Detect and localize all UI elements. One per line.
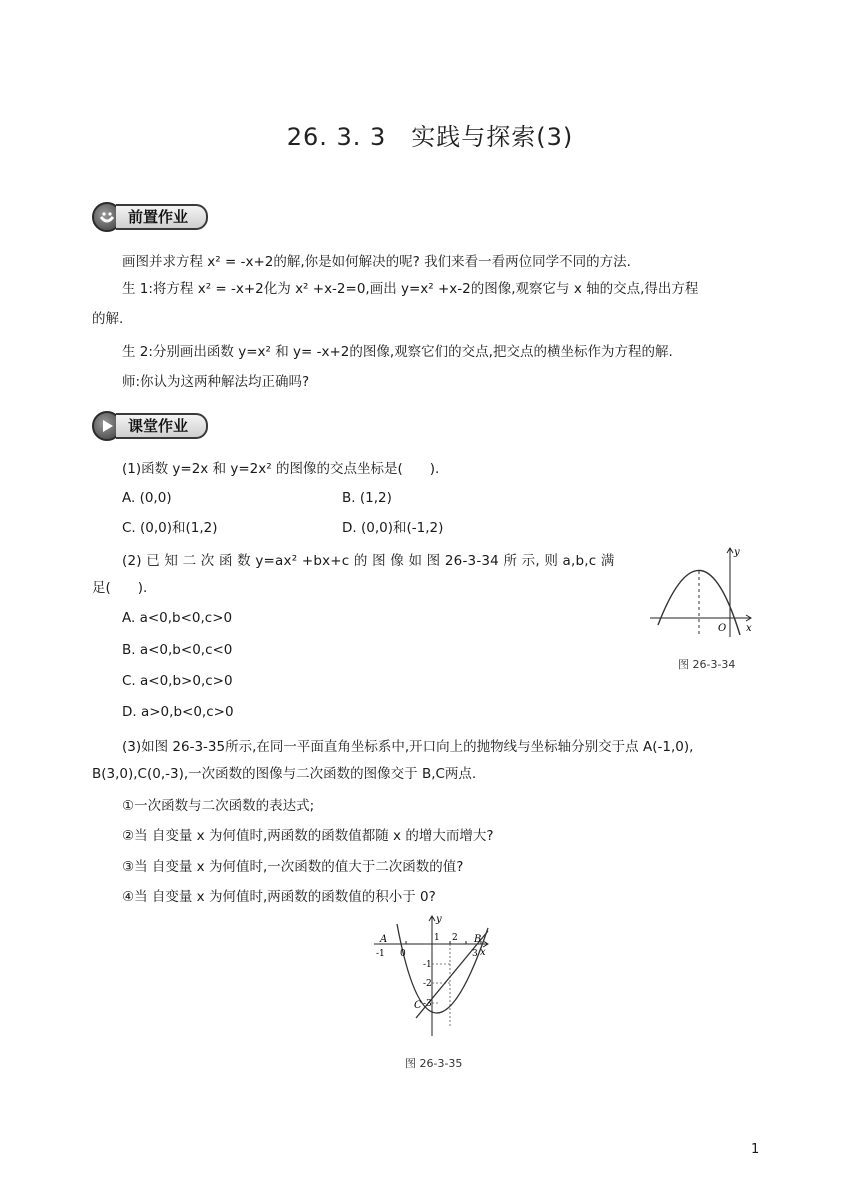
figure-26-3-35	[368, 912, 492, 1040]
figure-26-3-34	[650, 543, 758, 638]
point-label-c: C	[414, 1000, 422, 1011]
option: C. (0,0)和(1,2)	[122, 520, 218, 536]
tick-label: 2	[452, 933, 458, 943]
point-label-a: A	[380, 934, 388, 945]
figure-caption: 图 26-3-35	[405, 1057, 463, 1070]
question-stem: (3)如图 26-3-35所示,在同一平面直角坐标系中,开口向上的抛物线与坐标轴分别交于点 A(-1,0),	[122, 739, 694, 755]
option: B. a<0,b<0,c<0	[122, 642, 233, 658]
tick-label: -3	[423, 999, 432, 1009]
tick-label: -2	[423, 979, 432, 989]
sub-question: ③当 自变量 x 为何值时,一次函数的值大于二次函数的值?	[122, 859, 464, 875]
question-stem: 足( ).	[92, 580, 148, 596]
axis-label-x: x	[746, 623, 752, 634]
paragraph: 生 2:分别画出函数 y=x² 和 y= -x+2的图像,观察它们的交点,把交点的横坐标作为方程的解.	[122, 344, 673, 360]
axis-label-x: x	[480, 947, 486, 958]
sub-question: ④当 自变量 x 为何值时,两函数的函数值的积小于 0?	[122, 889, 436, 905]
axis-label-y: y	[436, 914, 442, 925]
sub-question: ①一次函数与二次函数的表达式;	[122, 798, 315, 814]
page-number: 1	[751, 1142, 760, 1157]
tick-label: 3	[472, 949, 478, 959]
paragraph: 生 1:将方程 x² = -x+2化为 x² +x-2=0,画出 y=x² +x-2的图像,观察它与 x 轴的交点,得出方程	[122, 281, 699, 297]
question-stem: (1)函数 y=2x 和 y=2x² 的图像的交点坐标是( ).	[122, 461, 440, 477]
tick-label: -1	[376, 949, 385, 959]
option: D. (0,0)和(-1,2)	[342, 520, 444, 536]
option: A. (0,0)	[122, 490, 172, 506]
section-label: 课堂作业	[116, 413, 208, 439]
section-banner-classwork	[92, 411, 208, 441]
figure-caption: 图 26-3-34	[678, 658, 736, 671]
paragraph: 画图并求方程 x² = -x+2的解,你是如何解决的呢? 我们来看一看两位同学不同的方法.	[122, 254, 631, 270]
option: C. a<0,b>0,c>0	[122, 673, 233, 689]
section-banner-preview	[92, 202, 208, 232]
tick-label: 0	[400, 949, 406, 959]
paragraph: 师:你认为这两种解法均正确吗?	[122, 374, 310, 390]
point-label-b: B	[474, 934, 482, 945]
axis-label-y: y	[734, 547, 740, 558]
tick-label: -1	[423, 960, 432, 970]
question-stem: (2) 已 知 二 次 函 数 y=ax² +bx+c 的 图 像 如 图 26-3-34 所 示, 则 a,b,c 满	[122, 553, 615, 569]
question-stem: B(3,0),C(0,-3),一次函数的图像与二次函数的图像交于 B,C两点.	[92, 766, 477, 782]
tick-label: 1	[434, 933, 440, 943]
page-title: 26. 3. 3 实践与探索(3)	[286, 123, 574, 151]
option: B. (1,2)	[342, 490, 392, 506]
origin-label: O	[718, 623, 727, 634]
section-label: 前置作业	[116, 204, 208, 230]
paragraph: 的解.	[92, 311, 124, 327]
option: D. a>0,b<0,c>0	[122, 704, 234, 720]
option: A. a<0,b<0,c>0	[122, 610, 233, 626]
sub-question: ②当 自变量 x 为何值时,两函数的函数值都随 x 的增大而增大?	[122, 828, 494, 844]
